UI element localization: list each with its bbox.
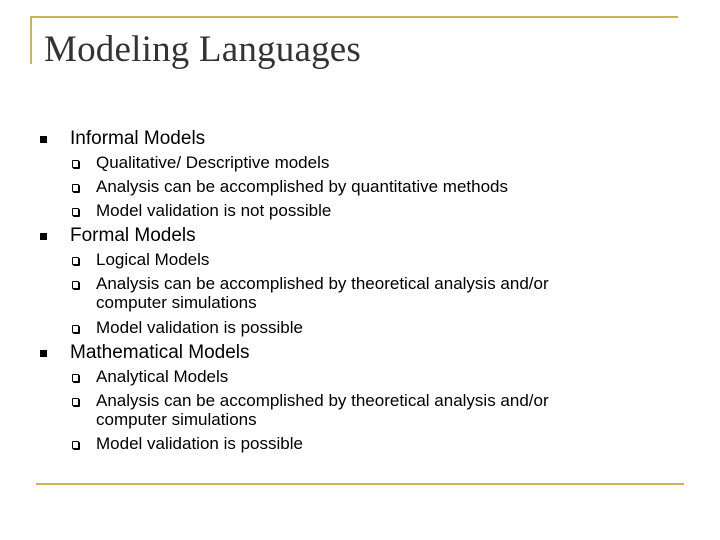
sub-bullet-text: Logical Models <box>96 250 210 269</box>
sub-bullet-text: Model validation is possible <box>96 434 303 453</box>
sub-bullet <box>96 318 303 338</box>
checkbox-bullet-icon <box>72 281 79 289</box>
sub-bullet <box>96 274 549 313</box>
checkbox-bullet-icon <box>72 184 79 192</box>
sub-bullet-text: Analytical Models <box>96 367 229 386</box>
checkbox-bullet-icon <box>72 208 79 216</box>
checkbox-bullet-icon <box>72 257 79 265</box>
checkbox-bullet-icon <box>72 160 79 168</box>
sub-bullet-text: Analysis can be accomplished by theoretical analysis and/or <box>96 274 549 293</box>
bullet-label: Mathematical Models <box>70 342 250 363</box>
title-top-rule <box>30 16 678 18</box>
bottom-rule <box>36 483 684 485</box>
sub-bullet-text-continued: computer simulations <box>96 410 257 429</box>
sub-bullet <box>96 153 329 173</box>
bullet-label: Formal Models <box>70 225 196 246</box>
sub-bullet <box>96 367 228 387</box>
sub-bullet <box>96 177 508 197</box>
sub-bullet-text: Model validation is not possible <box>96 201 332 220</box>
bullet-mathematical-models <box>70 342 250 364</box>
checkbox-bullet-icon <box>72 398 79 406</box>
sub-bullet <box>96 250 209 270</box>
checkbox-bullet-icon <box>72 441 79 449</box>
sub-bullet-text: Qualitative/ Descriptive models <box>96 153 330 172</box>
square-bullet-icon <box>40 136 47 143</box>
bullet-label: Informal Models <box>70 128 206 149</box>
bullet-formal-models <box>70 225 196 247</box>
square-bullet-icon <box>40 350 47 357</box>
title-left-rule <box>30 16 32 64</box>
sub-bullet <box>96 201 331 221</box>
slide-title: Modeling Languages <box>44 29 361 70</box>
sub-bullet-text: Analysis can be accomplished by theoretical analysis and/or <box>96 391 549 410</box>
checkbox-bullet-icon <box>72 374 79 382</box>
checkbox-bullet-icon <box>72 325 79 333</box>
bullet-informal-models <box>70 128 205 150</box>
square-bullet-icon <box>40 233 47 240</box>
sub-bullet-text: Model validation is possible <box>96 318 303 337</box>
sub-bullet-text: Analysis can be accomplished by quantitative methods <box>96 177 509 196</box>
sub-bullet-text-continued: computer simulations <box>96 293 257 312</box>
sub-bullet <box>96 391 549 430</box>
sub-bullet <box>96 434 303 454</box>
